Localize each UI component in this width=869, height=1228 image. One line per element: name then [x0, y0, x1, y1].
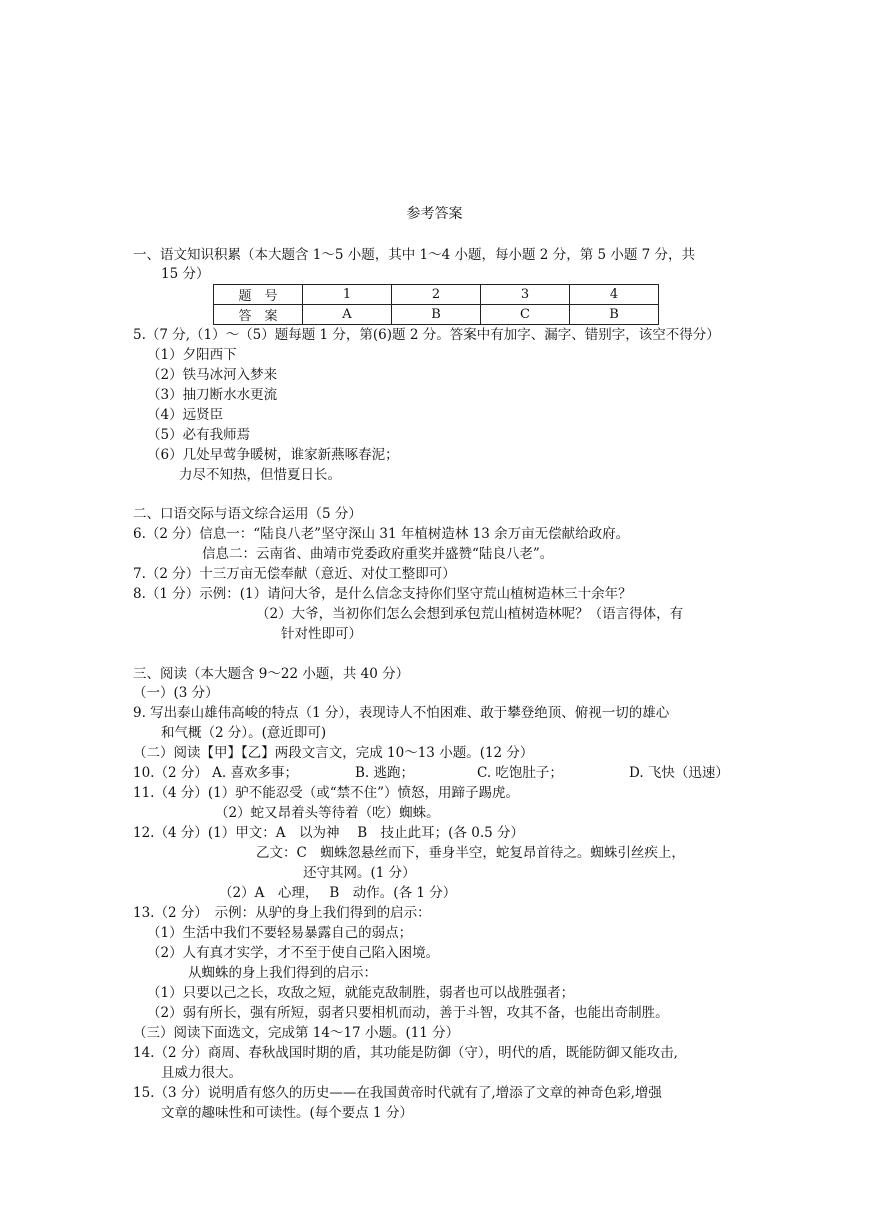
section-3-heading: 三、阅读（本大题含 9～22 小题，共 40 分） [133, 666, 410, 682]
q10-option-d: D. 飞快（迅速） [629, 765, 729, 781]
list-item-cont: 力尽不知热，但惜夏日长。 [179, 467, 341, 483]
table-cell: 题 号 [214, 285, 303, 305]
part-3-heading: （三）阅读下面选文，完成第 14～17 小题。(11 分） [133, 1025, 460, 1041]
list-item: （1）生活中我们不要轻易暴露自己的弱点； [147, 925, 413, 941]
q13-line: 13.（2 分） 示例：从驴的身上我们得到的启示： [133, 905, 431, 921]
list-item: （3）抽刀断水水更流 [147, 387, 278, 403]
q10-option-b: B. 逃跑； [355, 765, 415, 781]
list-item: （2）铁马冰河入梦来 [147, 367, 278, 383]
list-item: （4）远贤臣 [147, 407, 224, 423]
page-title: 参考答案 [406, 206, 463, 222]
table-cell: 2 [392, 285, 481, 305]
part-2-heading: （二）阅读【甲】【乙】两段文言文，完成 10～13 小题。(12 分） [133, 745, 534, 761]
q6-line-2: 信息二：云南省、曲靖市党委政府重奖并盛赞“陆良八老”。 [202, 546, 554, 562]
q10-option-c: C. 吃饱肚子； [477, 765, 563, 781]
section-1-heading: 一、语文知识积累（本大题含 1～5 小题，其中 1～4 小题，每小题 2 分，第 5 小题 7 分，共 [133, 247, 696, 263]
list-item: （1）夕阳西下 [147, 347, 237, 363]
table-cell: 4 [570, 285, 659, 305]
part-1-heading: （一）(3 分） [133, 685, 219, 701]
q8-line-3: 针对性即可） [281, 626, 362, 642]
table-row [214, 305, 659, 325]
list-item: 从蜘蛛的身上我们得到的启示： [188, 965, 377, 981]
table-cell: A [303, 305, 392, 325]
table-cell: 1 [303, 285, 392, 305]
q14-line-1: 14.（2 分）商周、春秋战国时期的盾，其功能是防御（守），明代的盾，既能防御又能攻击, [133, 1045, 678, 1061]
q8-line-2: （2）大爷，当初你们怎么会想到承包荒山植树造林呢？（语言得体，有 [256, 606, 684, 622]
table-row [214, 285, 659, 305]
answer-table [213, 284, 659, 325]
section-2-heading: 二、口语交际与语文综合运用（5 分） [133, 506, 362, 522]
q9-line-1: 9. 写出泰山雄伟高峻的特点（1 分），表现诗人不怕困难、敢于攀登绝顶、俯视一切的雄心 [133, 705, 670, 721]
table-cell: 答 案 [214, 305, 303, 325]
q10-option-a: 10.（2 分） A. 喜欢多事； [133, 765, 298, 781]
q14-line-2: 且威力很大。 [161, 1065, 242, 1081]
q5-heading: 5.（7 分,（1）～（5）题每题 1 分，第(6)题 2 分。答案中有加字、漏字、错别字，该空不得分） [133, 327, 720, 343]
list-item: （5）必有我师焉 [147, 427, 251, 443]
list-item: （2）弱有所长，强有所短，弱者只要相机而动，善于斗智，攻其不备，也能出奇制胜。 [147, 1005, 669, 1021]
q15-line-1: 15.（3 分）说明盾有悠久的历史——在我国黄帝时代就有了,增添了文章的神奇色彩,增强 [133, 1085, 662, 1101]
q12-line-3: 还守其网。(1 分） [303, 865, 416, 881]
section-1-heading-cont: 15 分） [161, 266, 210, 282]
table-cell: C [481, 305, 570, 325]
q6-line-1: 6.（2 分）信息一：“陆良八老”坚守深山 31 年植树造林 13 余万亩无偿献给政府。 [133, 526, 630, 542]
table-cell: B [570, 305, 659, 325]
list-item: （2）人有真才实学，才不至于使自己陷入困境。 [147, 945, 440, 961]
q8-line-1: 8.（1 分）示例：(1）请问大爷，是什么信念支持你们坚守荒山植树造林三十余年？ [133, 586, 632, 602]
list-item: （6）几处早莺争暖树，谁家新燕啄春泥； [147, 447, 399, 463]
q15-line-2: 文章的趣味性和可读性。(每个要点 1 分） [161, 1105, 413, 1121]
list-item: （1）只要以己之长，攻敌之短，就能克敌制胜，弱者也可以战胜强者； [147, 985, 575, 1001]
q12-line-4: （2）A 心理， B 动作。(各 1 分） [219, 885, 457, 901]
q9-line-2: 和气概（2 分）。(意近即可) [161, 725, 327, 741]
q12-line-1: 12.（4 分）(1）甲文：A 以为神 B 技止此耳；(各 0.5 分） [133, 825, 524, 841]
q11-line-1: 11.（4 分）(1）驴不能忍受（或“禁不住”）愤怒，用蹄子踢虎。 [133, 785, 520, 801]
q11-line-2: （2）蛇又昂着头等待着（吃）蜘蛛。 [215, 805, 440, 821]
table-cell: B [392, 305, 481, 325]
q7-line: 7.（2 分）十三万亩无偿奉献（意近、对仗工整即可） [133, 566, 456, 582]
q12-line-2: 乙文：C 蜘蛛忽悬丝而下，垂身半空，蛇复昂首待之。蜘蛛引丝疾上， [256, 845, 685, 861]
table-cell: 3 [481, 285, 570, 305]
